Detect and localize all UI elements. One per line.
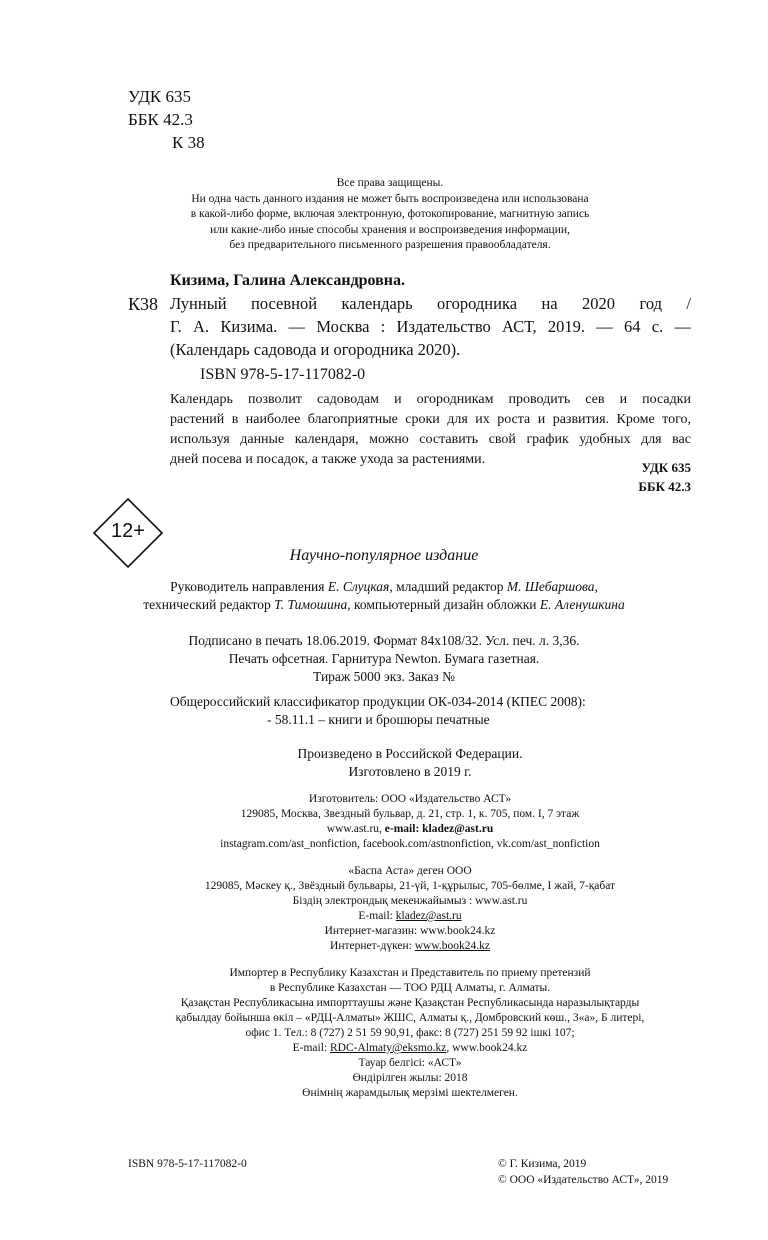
production-year: Өндірілген жылы: 2018 xyxy=(352,1072,468,1084)
annotation-line: растений в наиболее благоприятные сроки для их роста и развития. Кроме того, xyxy=(170,412,691,427)
website: , www.book24.kz xyxy=(446,1042,528,1054)
manufacturer-social: instagram.com/ast_nonfiction, facebook.com/astnonfiction, vk.com/ast_nonfiction xyxy=(220,838,600,850)
kz-email xyxy=(0,909,768,925)
kz-web: Біздің электрондық мекенжайымыз : www.ast.ru xyxy=(292,895,528,907)
kz-shop-kz xyxy=(0,939,768,955)
annotation-line: используя данные календаря, можно составить свой график удобных для вас xyxy=(170,432,691,447)
credit-role: , компьютерный дизайн обложки xyxy=(347,597,540,612)
importer-email xyxy=(0,1041,768,1057)
kz-company: «Баспа Аста» деген ООО xyxy=(348,865,472,877)
rights-line: или какие-либо иные способы хранения и воспроизведения информации, xyxy=(210,223,570,236)
udk-right: УДК 635 xyxy=(641,460,691,475)
rights-line: Все права защищены. xyxy=(336,177,444,189)
genre-label: Научно-популярное издание xyxy=(289,547,479,564)
email-label: E-mail: xyxy=(358,910,396,922)
importer-line: қабылдау бойынша өкіл – «РДЦ-Алматы» ЖШС, Алматы қ., Домбровский көш., 3«а», Б литері, xyxy=(175,1012,645,1024)
age-rating-label: 12+ xyxy=(111,520,145,542)
email-label: E-mail: xyxy=(292,1042,330,1054)
bbk-code: ББК 42.3 xyxy=(128,110,193,129)
credits-line xyxy=(0,596,768,614)
bib-line: Лунный посевной календарь огородника на 2020 год / xyxy=(170,294,691,313)
author-name: , Галина Александровна. xyxy=(225,272,406,289)
importer-line: Импортер в Республику Казахстан и Представитель по приему претензий xyxy=(229,967,591,979)
rights-line: без предварительного письменного разрешения правообладателя. xyxy=(229,239,551,251)
email-link[interactable]: RDC-Almaty@eksmo.kz xyxy=(330,1042,447,1054)
credit-person: Е. Аленушкина xyxy=(539,597,625,612)
author-surname: Кизима xyxy=(170,272,226,289)
copyright-author: © Г. Кизима, 2019 xyxy=(498,1158,587,1170)
isbn: ISBN 978-5-17-117082-0 xyxy=(200,366,366,383)
print-info-line: Тираж 5000 экз. Заказ № xyxy=(313,669,455,684)
credit-person: Т. Тимошина xyxy=(274,597,348,612)
shop-label: Интернет-дүкен: xyxy=(330,940,415,952)
kz-address: 129085, Мәскеу қ., Звёздный бульвары, 21-үй, 1-құрылыс, 705-бөлме, I жай, 7-қабат xyxy=(204,880,616,892)
credits-line xyxy=(0,578,768,596)
shop-link[interactable]: www.book24.kz xyxy=(414,940,490,952)
footer-isbn: ISBN 978-5-17-117082-0 xyxy=(128,1158,247,1170)
rights-notice xyxy=(150,176,630,254)
rights-line: в какой-либо форме, включая электронную, фотокопирование, магнитную запись xyxy=(190,208,590,220)
manufacturer-address: 129085, Москва, Звездный бульвар, д. 21, стр. 1, к. 705, пом. I, 7 этаж xyxy=(240,808,580,820)
credit-person: Е. Слуцкая xyxy=(327,579,390,594)
kz-shop-ru: Интернет-магазин: www.book24.kz xyxy=(324,925,496,937)
author-heading xyxy=(170,272,405,290)
classifier-line: - 58.11.1 – книги и брошюры печатные xyxy=(267,712,490,727)
annotation-line: дней посева и посадок, а также ухода за растениями. xyxy=(170,452,486,467)
email: e-mail: kladez@ast.ru xyxy=(384,823,494,835)
credit-role: Руководитель направления xyxy=(170,579,328,594)
classifier-line: Общероссийский классификатор продукции ОК-034-2014 (КПЕС 2008): xyxy=(170,694,586,709)
bbk-right: ББК 42.3 xyxy=(638,479,691,494)
author-mark: К 38 xyxy=(172,133,205,152)
credit-person: М. Шебаршова, xyxy=(506,579,598,594)
importer-line: Қазақстан Республикасына импорттаушы және Қазақстан Республикасында наразылықтарды xyxy=(180,997,640,1009)
validity: Өнімнің жарамдылық мерзімі шектелмеген. xyxy=(302,1087,518,1099)
manufacturer-name: Изготовитель: ООО «Издательство АСТ» xyxy=(308,793,512,805)
manufacturer-web xyxy=(0,822,768,838)
copyright-publisher: © ООО «Издательство АСТ», 2019 xyxy=(498,1174,669,1186)
bib-line: (Календарь садовода и огородника 2020). xyxy=(170,340,461,359)
print-info-line: Подписано в печать 18.06.2019. Формат 84x108/32. Усл. печ. л. 3,36. xyxy=(188,633,580,648)
importer-line: в Республике Казахстан — ТОО РДЦ Алматы, г. Алматы. xyxy=(269,982,551,994)
print-info-line: Печать офсетная. Гарнитура Newton. Бумага газетная. xyxy=(228,651,540,666)
annotation-line: Календарь позволит садоводам и огородникам проводить сев и посадки xyxy=(170,392,691,407)
udk-code: УДК 635 xyxy=(128,87,192,106)
trademark: Тауар белгісі: «АСТ» xyxy=(358,1057,462,1069)
credit-role: технический редактор xyxy=(143,597,275,612)
produced-line: Изготовлено в 2019 г. xyxy=(348,764,472,779)
importer-line: офис 1. Тел.: 8 (727) 2 51 59 90,91, факс: 8 (727) 251 59 92 ішкі 107; xyxy=(245,1027,575,1039)
email-link[interactable]: kladez@ast.ru xyxy=(395,910,462,922)
website: www.ast.ru, xyxy=(326,823,385,835)
catalog-mark: К38 xyxy=(128,294,159,314)
rights-line: Ни одна часть данного издания не может быть воспроизведена или использована xyxy=(191,192,589,205)
produced-line: Произведено в Российской Федерации. xyxy=(297,746,523,761)
credit-role: , младший редактор xyxy=(389,579,507,594)
bib-line: Г. А. Кизима. — Москва : Издательство АСТ, 2019. — 64 с. — xyxy=(170,317,691,336)
